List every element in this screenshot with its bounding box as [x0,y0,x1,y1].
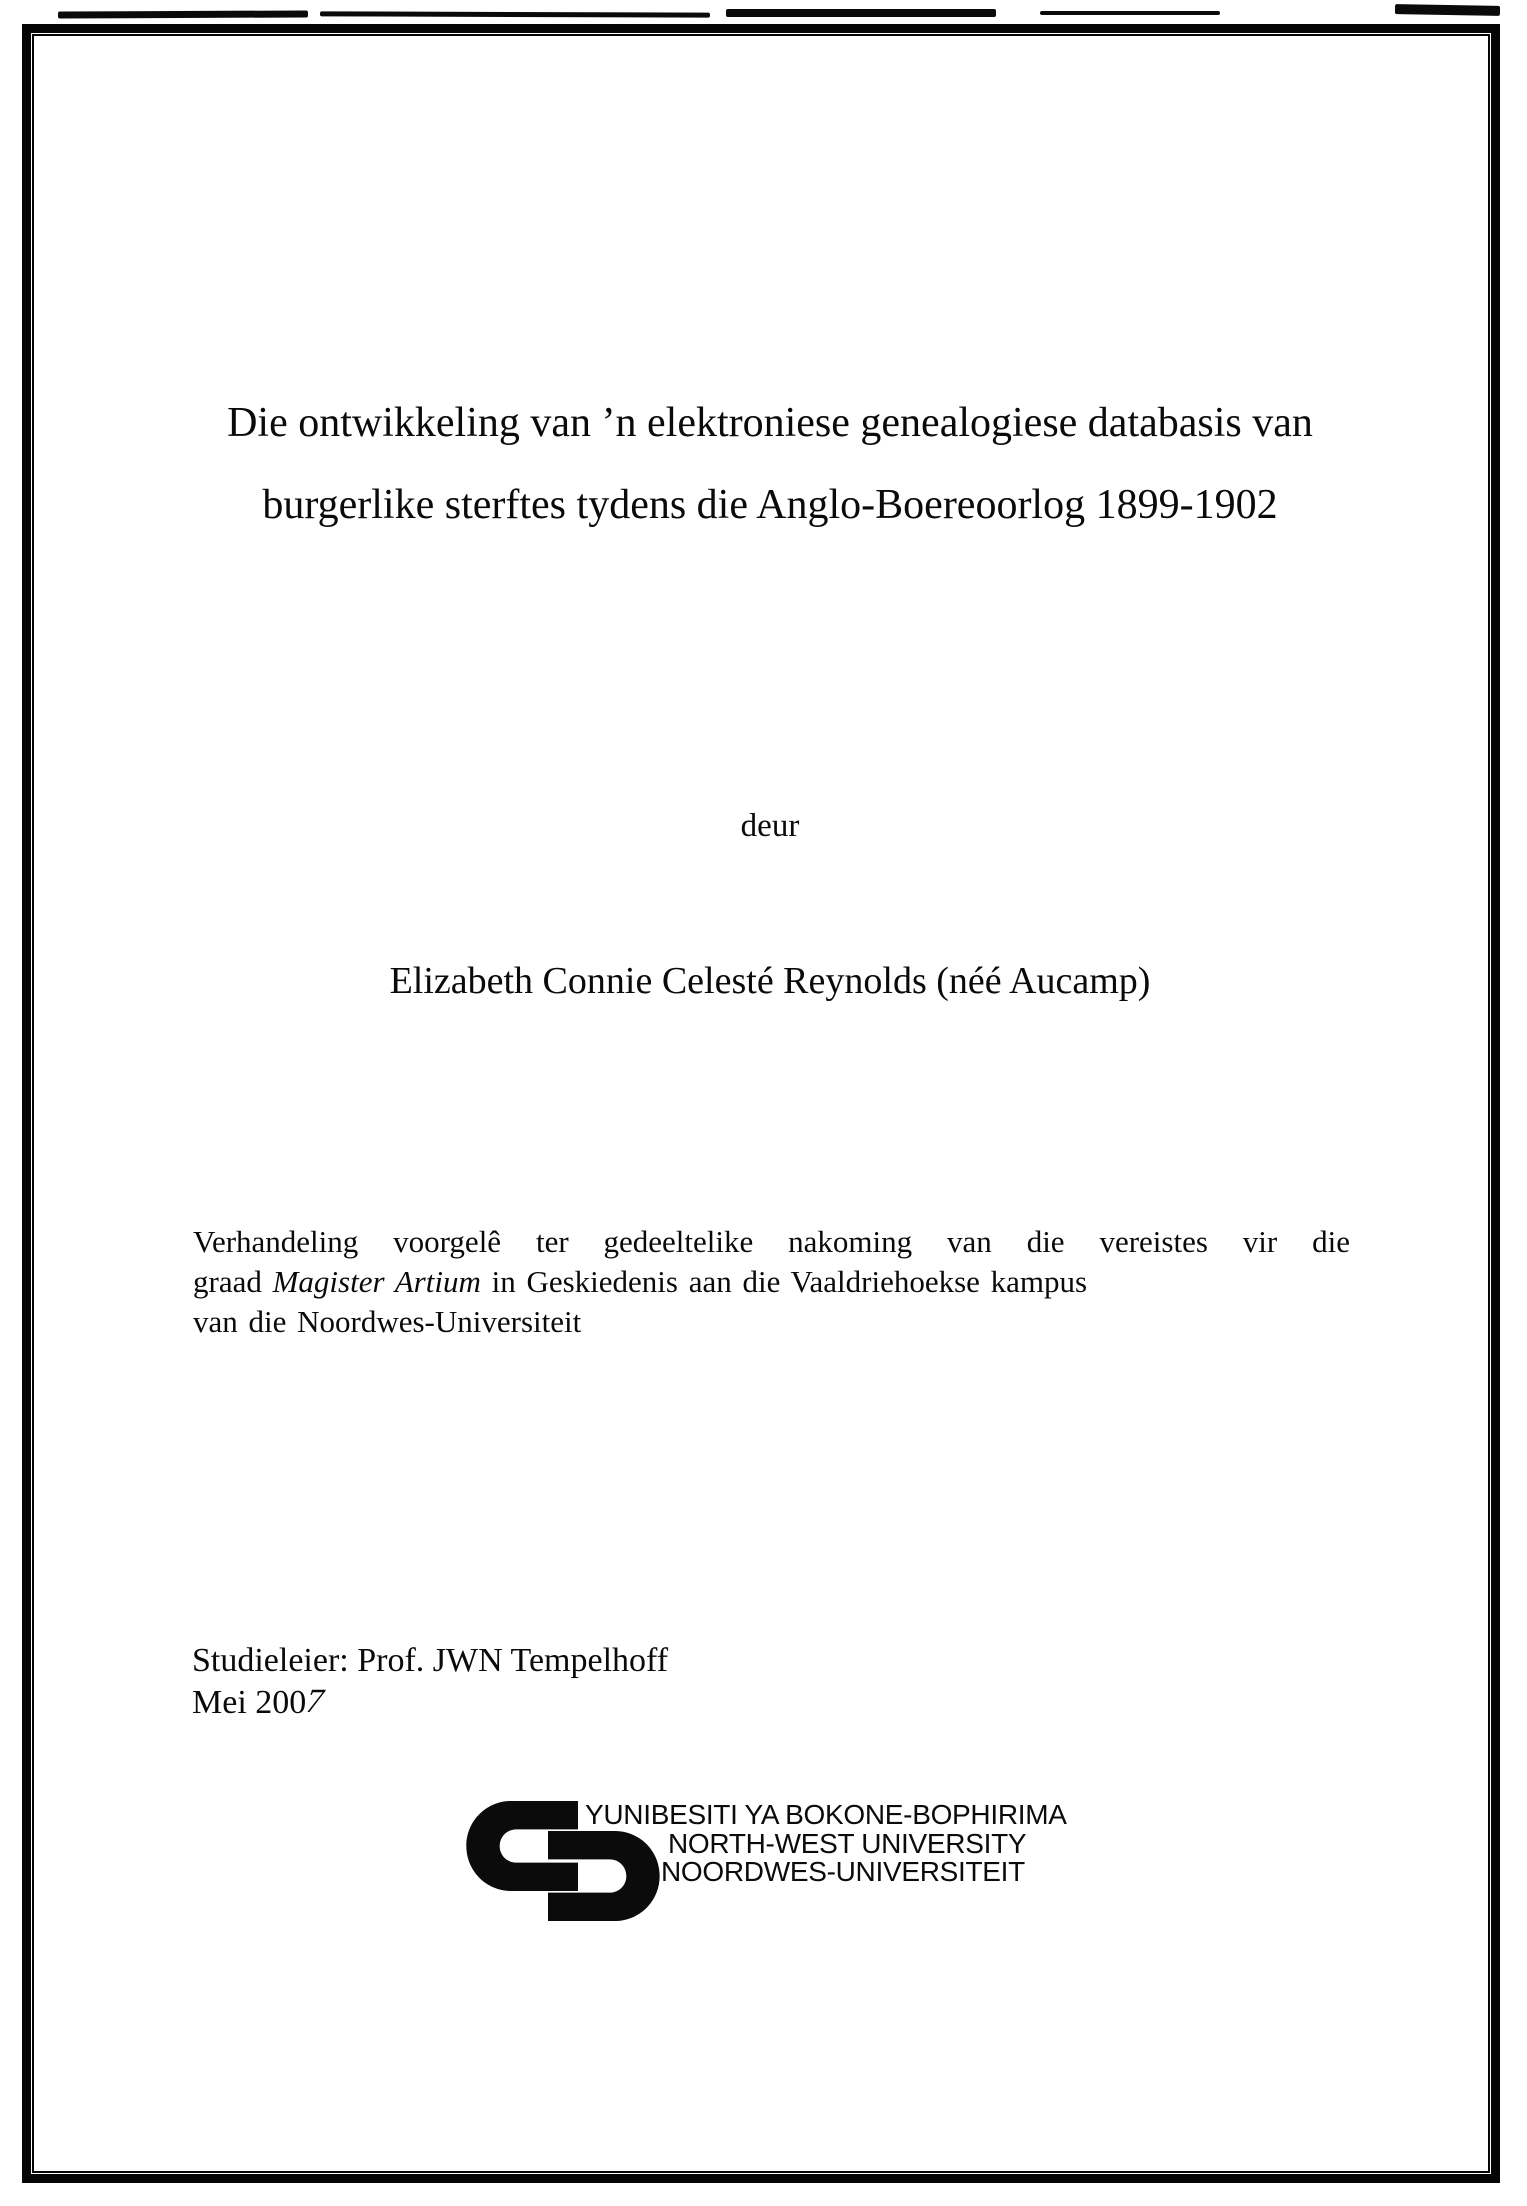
logo-text-setswana: YUNIBESITI YA BOKONE-BOPHIRIMA [585,1799,1067,1830]
degree-declaration [193,1222,1350,1342]
declaration-line1: Verhandeling voorgelê ter gedeeltelike nakoming van die vereistes vir die [193,1224,1350,1259]
date-prefix: Mei 200 [192,1684,307,1721]
thesis-title-line1: Die ontwikkeling van ’n elektroniese genealogiese databasis van [227,400,1313,446]
date-line [192,1683,330,1722]
logo-text-english: NORTH-WEST UNIVERSITY [668,1828,1027,1859]
scan-artifact-mark [726,9,996,17]
thesis-title-line2: burgerlike sterftes tydens die Anglo-Boereoorlog 1899-1902 [262,482,1278,528]
author-name: Elizabeth Connie Celesté Reynolds (néé Aucamp) [389,960,1151,1002]
scan-artifact-mark [1040,11,1220,15]
logo-text-afrikaans: NOORDWES-UNIVERSITEIT [661,1856,1025,1887]
byline-deur: deur [740,808,800,844]
declaration-line2-suffix: in Geskiedenis aan die Vaaldriehoekse kampus [480,1264,1088,1299]
declaration-line3: van die Noordwes-Universiteit [193,1304,582,1339]
scan-artifact-mark [58,10,308,18]
scan-artifact-mark [1395,4,1500,16]
supervisor-line: Studieleier: Prof. JWN Tempelhoff [192,1642,669,1679]
scan-artifact-mark [320,11,710,17]
declaration-line2-prefix: graad [193,1264,273,1299]
declaration-line2 [193,1262,1350,1302]
date-last-digit: 7 [301,1683,330,1720]
degree-name-italic: Magister Artium [272,1264,481,1299]
